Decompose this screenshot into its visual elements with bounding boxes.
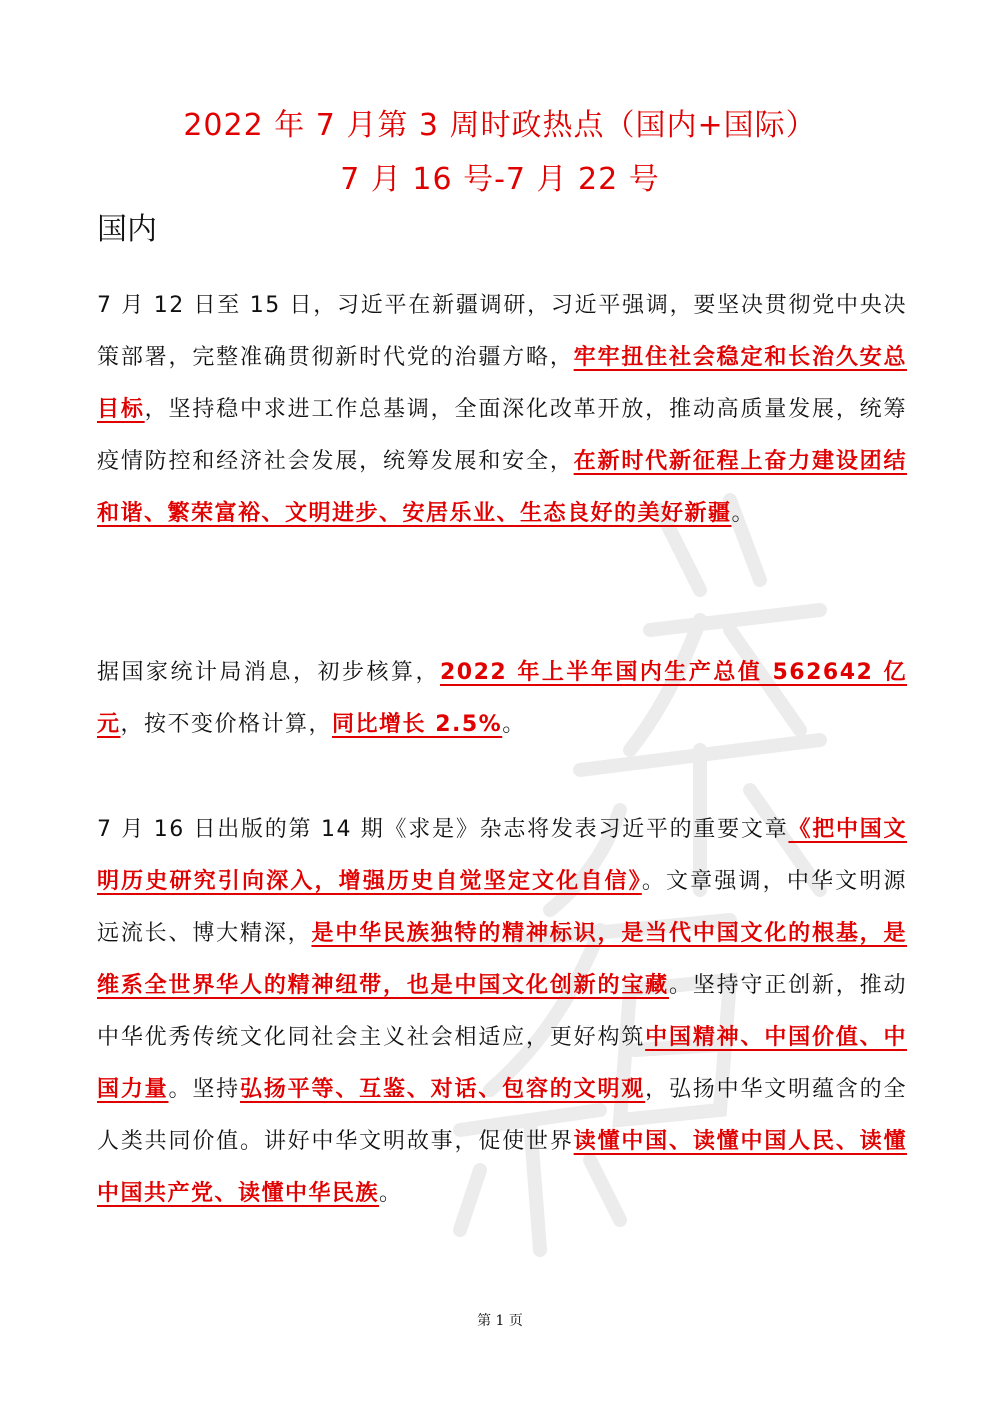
highlighted-text: 中国精神、中国价值、中国力量 (97, 1025, 907, 1102)
body-text: ，按不变价格计算， (120, 712, 333, 737)
body-text: 。坚持守正创新，推动中华优秀传统文化同社会主义社会相适应，更好构筑 (97, 973, 907, 1050)
highlighted-text: 《把中国文明历史研究引向深入，增强历史自觉坚定文化自信》 (97, 817, 907, 894)
highlighted-text: 牢牢扭住社会稳定和长治久安总目标 (97, 345, 907, 422)
body-text: ，坚持稳中求进工作总基调，全面深化改革开放，推动高质量发展，统筹疫情防控和经济社会发展，统筹发展和安全， (97, 397, 907, 474)
highlighted-text: 弘扬平等、互鉴、对话、包容的文明观 (240, 1077, 646, 1102)
body-text: 据国家统计局消息，初步核算， (97, 660, 440, 685)
body-text: 7 月 16 日出版的第 14 期《求是》杂志将发表习近平的重要文章 (97, 817, 789, 842)
highlighted-text: 2022 年上半年国内生产总值 562642 亿元 (97, 660, 907, 737)
body-text: 。 (379, 1181, 403, 1206)
body-text: 。 (731, 501, 756, 526)
body-text: 。 (502, 712, 526, 737)
page-number: 第 1 页 (477, 1313, 523, 1329)
body-text: 。坚持 (168, 1077, 240, 1102)
highlighted-text: 在新时代新征程上奋力建设团结和谐、繁荣富裕、文明进步、安居乐业、生态良好的美好新疆 (97, 449, 907, 526)
document-title: 2022 年 7 月第 3 周时政热点（国内+国际） (183, 108, 817, 143)
document-subtitle-date-range: 7 月 16 号-7 月 22 号 (340, 162, 660, 197)
body-text: 7 月 12 日至 15 日，习近平在新疆调研，习近平强调，要坚决贯彻党中央决策部署，完整准确贯彻新时代党的治疆方略， (97, 293, 907, 370)
paragraph (97, 647, 907, 751)
highlighted-text: 是中华民族独特的精神标识，是当代中国文化的根基，是维系全世界华人的精神纽带，也是中国文化创新的宝藏 (97, 921, 907, 998)
body-text: 。文章强调，中华文明源远流长、博大精深， (97, 869, 907, 946)
body-text: ，弘扬中华文明蕴含的全人类共同价值。讲好中华文明故事，促使世界 (97, 1077, 907, 1154)
paragraph (97, 804, 907, 1220)
section-heading: 国内 (97, 212, 157, 247)
paragraph (97, 280, 907, 540)
highlighted-text: 同比增长 2.5% (332, 712, 503, 737)
highlighted-text: 读懂中国、读懂中国人民、读懂中国共产党、读懂中华民族 (97, 1129, 907, 1206)
